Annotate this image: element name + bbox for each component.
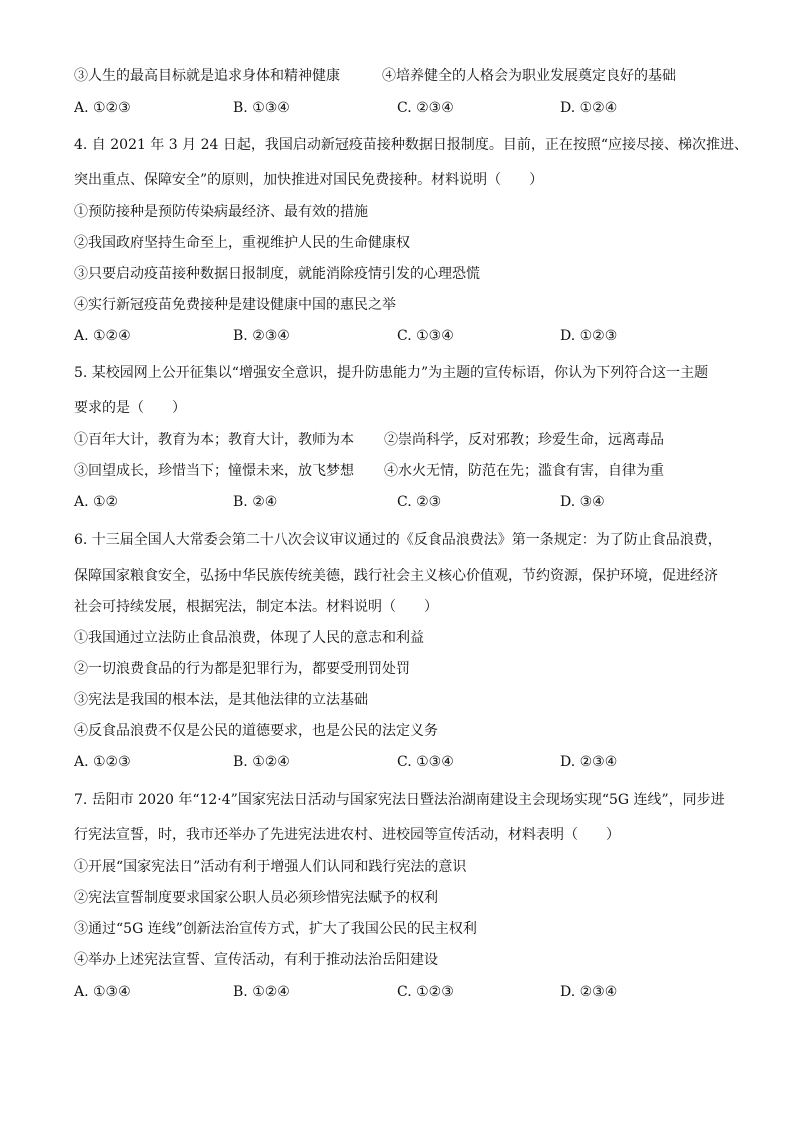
q5-stem-line2: 要求的是（ ）: [74, 400, 186, 416]
q3-option-d[interactable]: D. ①②④: [560, 100, 618, 116]
q4-item-1: ①预防接种是预防传染病最经济、最有效的措施: [74, 204, 368, 220]
q6-item-3: ③宪法是我国的根本法，是其他法律的立法基础: [74, 692, 368, 708]
q7-stem-line2: 行宪法宣誓，时，我市还举办了先进宪法进农村、进校园等宣传活动，材料表明（ ）: [74, 827, 620, 843]
q6-stem-line3: 社会可持续发展，根据宪法，制定本法。材料说明（ ）: [74, 599, 438, 615]
q6-item-1: ①我国通过立法防止食品浪费，体现了人民的意志和利益: [74, 630, 424, 646]
q4-option-a[interactable]: A. ①②④: [74, 328, 131, 344]
q6-option-d[interactable]: D. ②③④: [560, 754, 618, 770]
q5-item-1: ①百年大计，教育为本；教育大计，教师为本: [74, 432, 354, 448]
q6-item-2: ②一切浪费食品的行为都是犯罪行为，都要受刑罚处罚: [74, 661, 410, 677]
q6-stem-line2: 保障国家粮食安全，弘扬中华民族传统美德，践行社会主义核心价值观，节约资源，保护环境，促进经济: [74, 568, 718, 584]
q5-item-3: ③回望成长，珍惜当下；憧憬未来，放飞梦想: [74, 463, 354, 479]
q3-item-3: ③人生的最高目标就是追求身体和精神健康: [74, 68, 340, 84]
q3-option-c[interactable]: C. ②③④: [397, 100, 454, 116]
q4-options: [74, 326, 724, 346]
q4-option-d[interactable]: D. ①②③: [560, 328, 618, 344]
q4-option-b[interactable]: B. ②③④: [233, 328, 290, 344]
q6-option-c[interactable]: C. ①③④: [397, 754, 454, 770]
q7-item-1: ①开展“国家宪法日”活动有利于增强人们认同和践行宪法的意识: [74, 859, 467, 875]
q6-stem-line1: 6. 十三届全国人大常委会第二十八次会议审议通过的《反食品浪费法》第一条规定：为了防止食品浪费，: [74, 532, 722, 548]
q5-stem-line1: 5. 某校园网上公开征集以“增强安全意识，提升防患能力”为主题的宣传标语，你认为下列符合这一主题: [74, 365, 709, 381]
q5-item-2: ②崇尚科学，反对邪教；珍爱生命，远离毒品: [384, 432, 664, 448]
q5-option-c[interactable]: C. ②③: [397, 494, 442, 510]
q5-options: [74, 492, 724, 512]
q7-option-b[interactable]: B. ①②④: [233, 984, 290, 1000]
q7-options: [74, 982, 724, 1002]
q7-option-a[interactable]: A. ①③④: [74, 984, 131, 1000]
q7-item-4: ④举办上述宪法宣誓、宣传活动，有利于推动法治岳阳建设: [74, 952, 438, 968]
q4-item-3: ③只要启动疫苗接种数据日报制度，就能消除疫情引发的心理恐慌: [74, 266, 480, 282]
q4-stem-line2: 突出重点、保障安全”的原则，加快推进对国民免费接种。材料说明（ ）: [74, 172, 544, 188]
q7-option-c[interactable]: C. ①②③: [397, 984, 454, 1000]
q3-row1: [74, 66, 724, 86]
q5-row1: [74, 430, 724, 450]
q6-options: [74, 752, 724, 772]
q4-stem-line1: 4. 自 2021 年 3 月 24 日起，我国启动新冠疫苗接种数据日报制度。目前，正在按照“应接尽接、梯次推进、: [74, 137, 749, 153]
q6-option-a[interactable]: A. ①②③: [74, 754, 131, 770]
q3-item-4: ④培养健全的人格会为职业发展奠定良好的基础: [382, 68, 676, 84]
q5-option-a[interactable]: A. ①②: [74, 494, 119, 510]
q6-option-b[interactable]: B. ①②④: [233, 754, 290, 770]
q5-item-4: ④水火无情，防范在先；滥食有害，自律为重: [384, 463, 664, 479]
q7-item-2: ②宪法宣誓制度要求国家公职人员必须珍惜宪法赋予的权利: [74, 890, 438, 906]
q5-row2: [74, 461, 724, 481]
q7-item-3: ③通过“5G 连线”创新法治宣传方式，扩大了我国公民的民主权利: [74, 921, 477, 937]
q3-options: [74, 98, 724, 118]
q4-item-4: ④实行新冠疫苗免费接种是建设健康中国的惠民之举: [74, 297, 396, 313]
q7-option-d[interactable]: D. ②③④: [560, 984, 618, 1000]
q3-option-a[interactable]: A. ①②③: [74, 100, 131, 116]
q3-option-b[interactable]: B. ①③④: [233, 100, 290, 116]
q4-item-2: ②我国政府坚持生命至上，重视维护人民的生命健康权: [74, 235, 410, 251]
q7-stem-line1: 7. 岳阳市 2020 年“12·4”国家宪法日活动与国家宪法日暨法治湖南建设主会现场实现“5G 连线”，同步进: [74, 792, 725, 808]
q4-option-c[interactable]: C. ①③④: [397, 328, 454, 344]
q6-item-4: ④反食品浪费不仅是公民的道德要求，也是公民的法定义务: [74, 723, 438, 739]
q5-option-b[interactable]: B. ②④: [233, 494, 278, 510]
q5-option-d[interactable]: D. ③④: [560, 494, 605, 510]
